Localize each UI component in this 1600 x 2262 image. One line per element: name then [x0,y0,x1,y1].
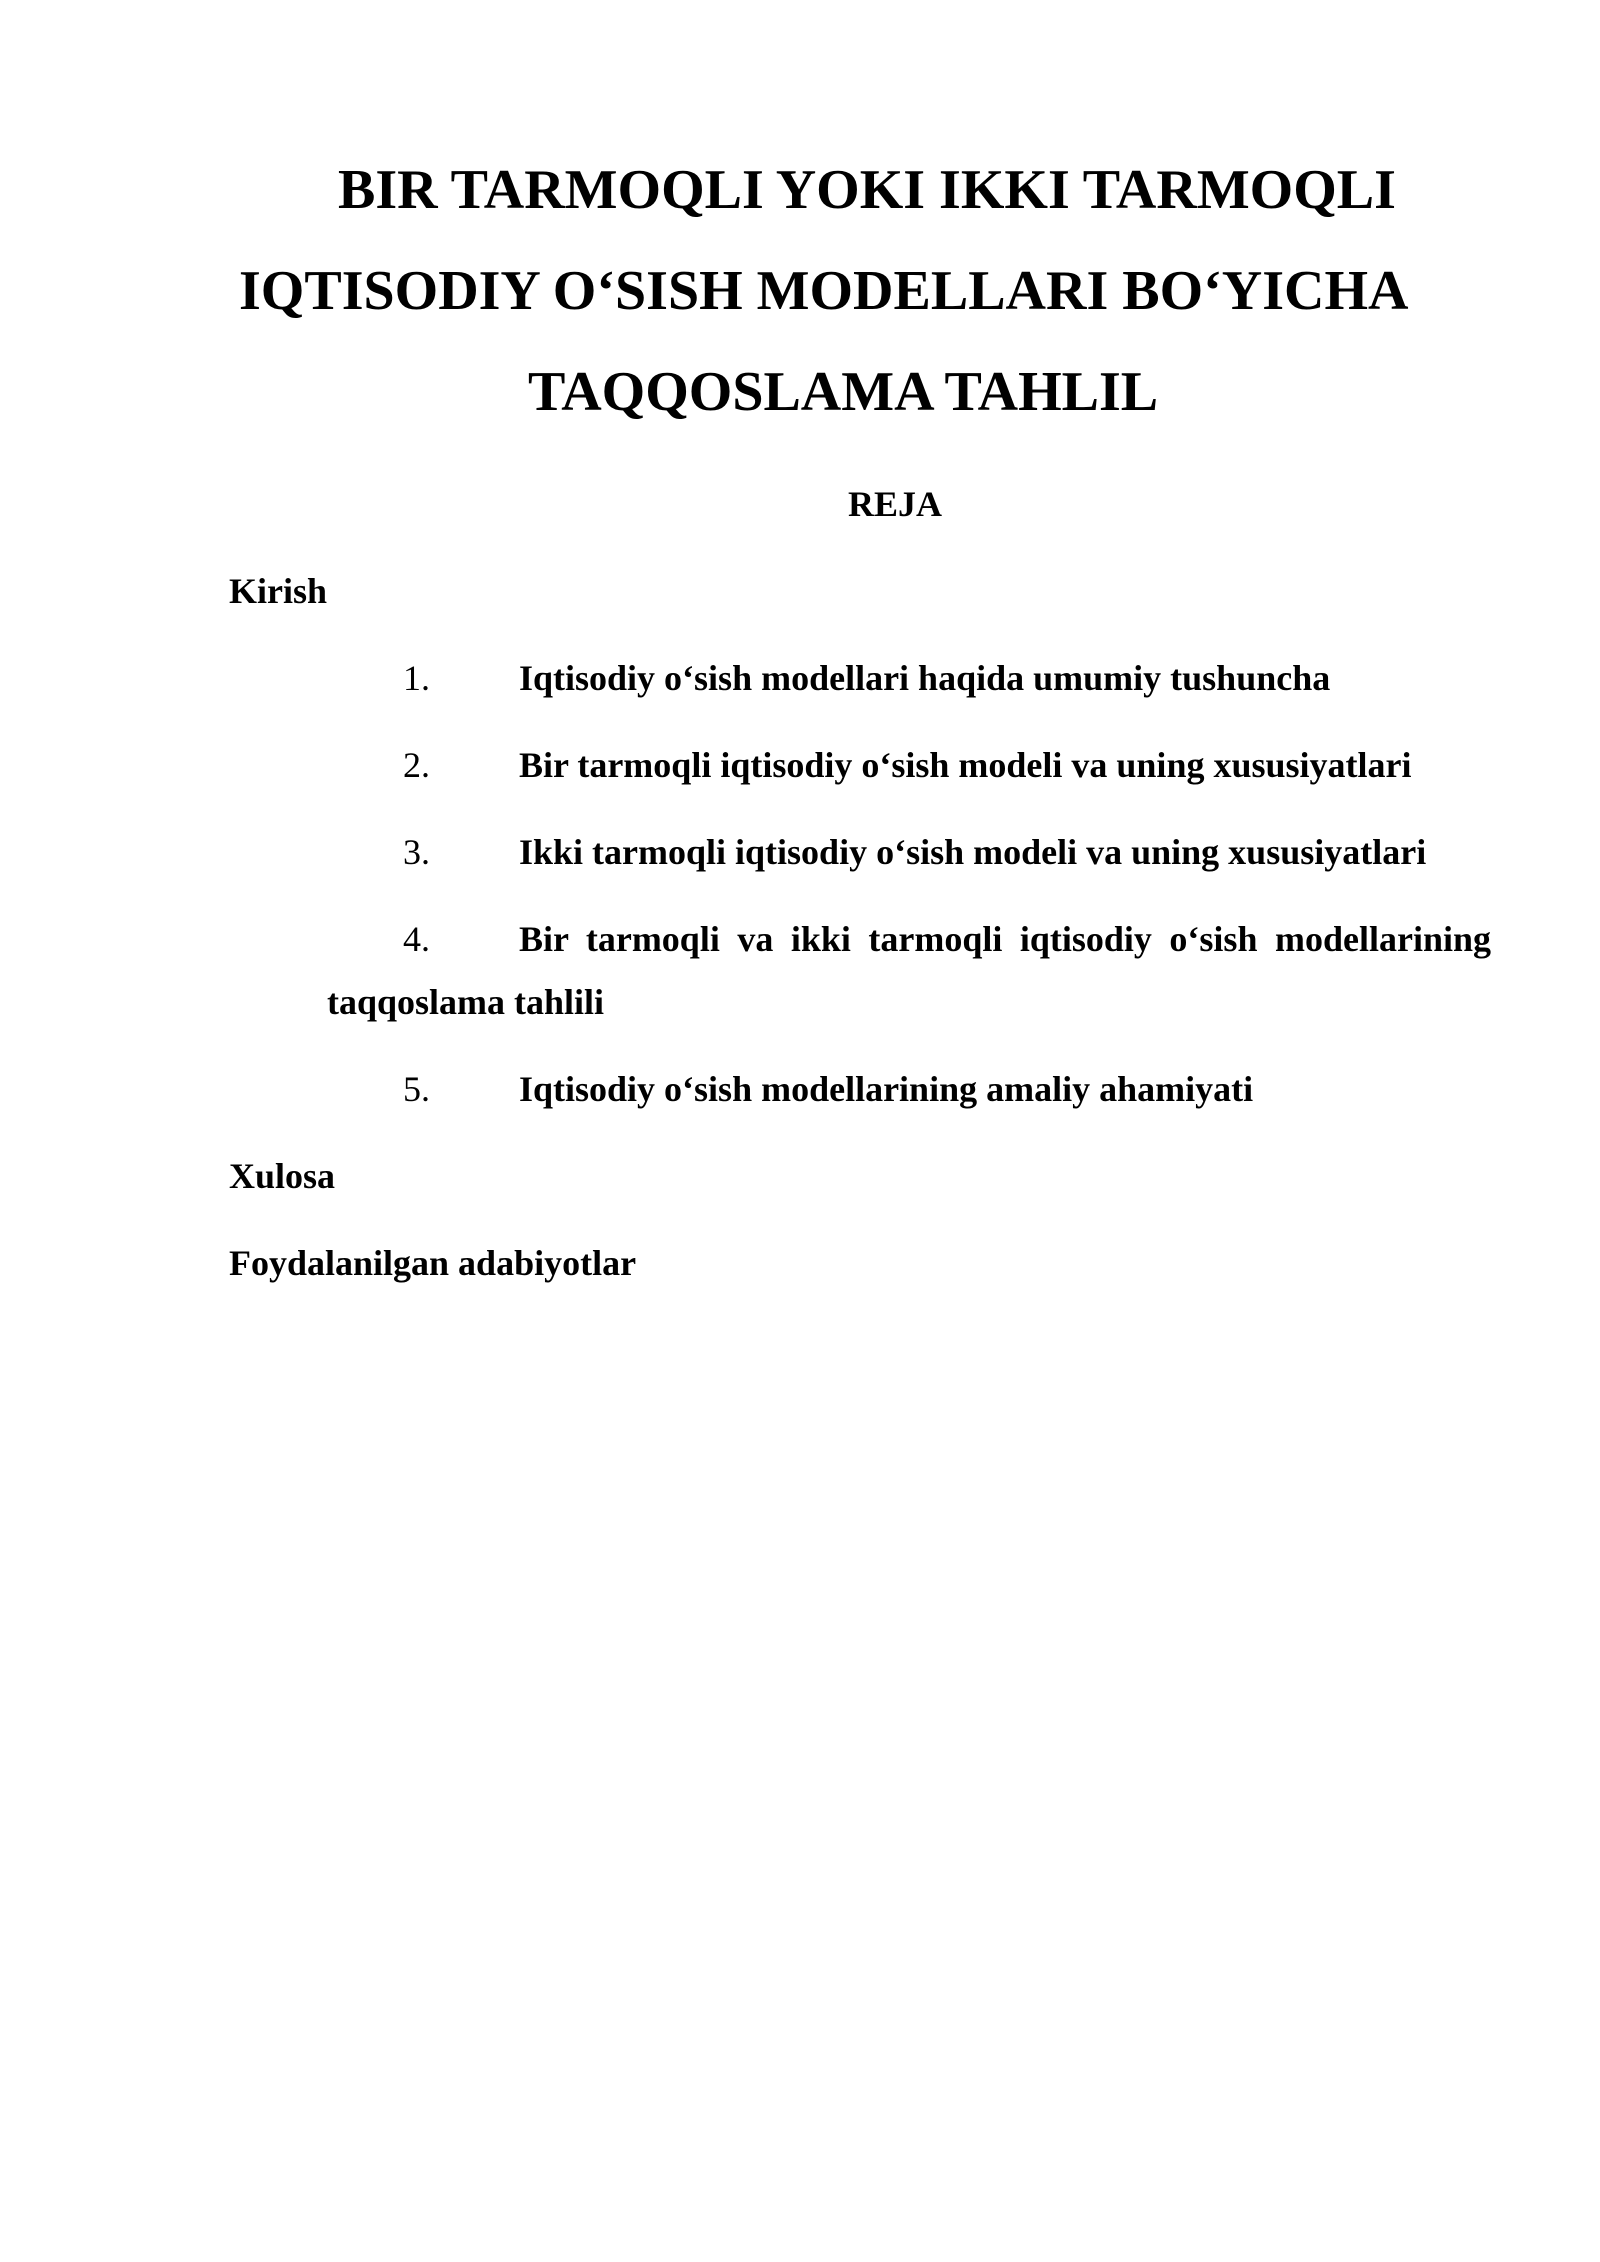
plan-item-number: 2. [403,745,430,785]
plan-item-text: Bir tarmoqli iqtisodiy o‘sish modeli va uning xususiyatlari [519,745,1412,785]
title-line-1: BIR TARMOQLI YOKI IKKI TARMOQLI [338,159,1396,221]
title-line-2: IQTISODIY O‘SISH MODELLARI BO‘YICHA [239,260,1409,322]
plan-item-text: Iqtisodiy o‘sish modellari haqida umumiy tushuncha [519,658,1331,698]
plan-item-number: 1. [403,658,430,698]
plan-item-number: 3. [403,832,430,872]
title-line-3: TAQQOSLAMA TAHLIL [528,361,1159,423]
plan-item-number: 5. [403,1069,430,1109]
plan-item-text: Ikki tarmoqli iqtisodiy o‘sish modeli va uning xususiyatlari [519,832,1427,872]
plan-item-text: Iqtisodiy o‘sish modellarining amaliy ahamiyati [519,1069,1254,1109]
section-intro: Kirish [229,571,328,611]
plan-item-number: 4. [403,919,430,959]
plan-item-4-continuation: taqqoslama tahlili [327,982,605,1022]
plan-heading: REJA [848,484,943,524]
section-references: Foydalanilgan adabiyotlar [229,1243,637,1283]
section-conclusion: Xulosa [229,1156,336,1196]
plan-item-text: Bir tarmoqli va ikki tarmoqli iqtisodiy o‘sish modellarining [519,919,1491,959]
